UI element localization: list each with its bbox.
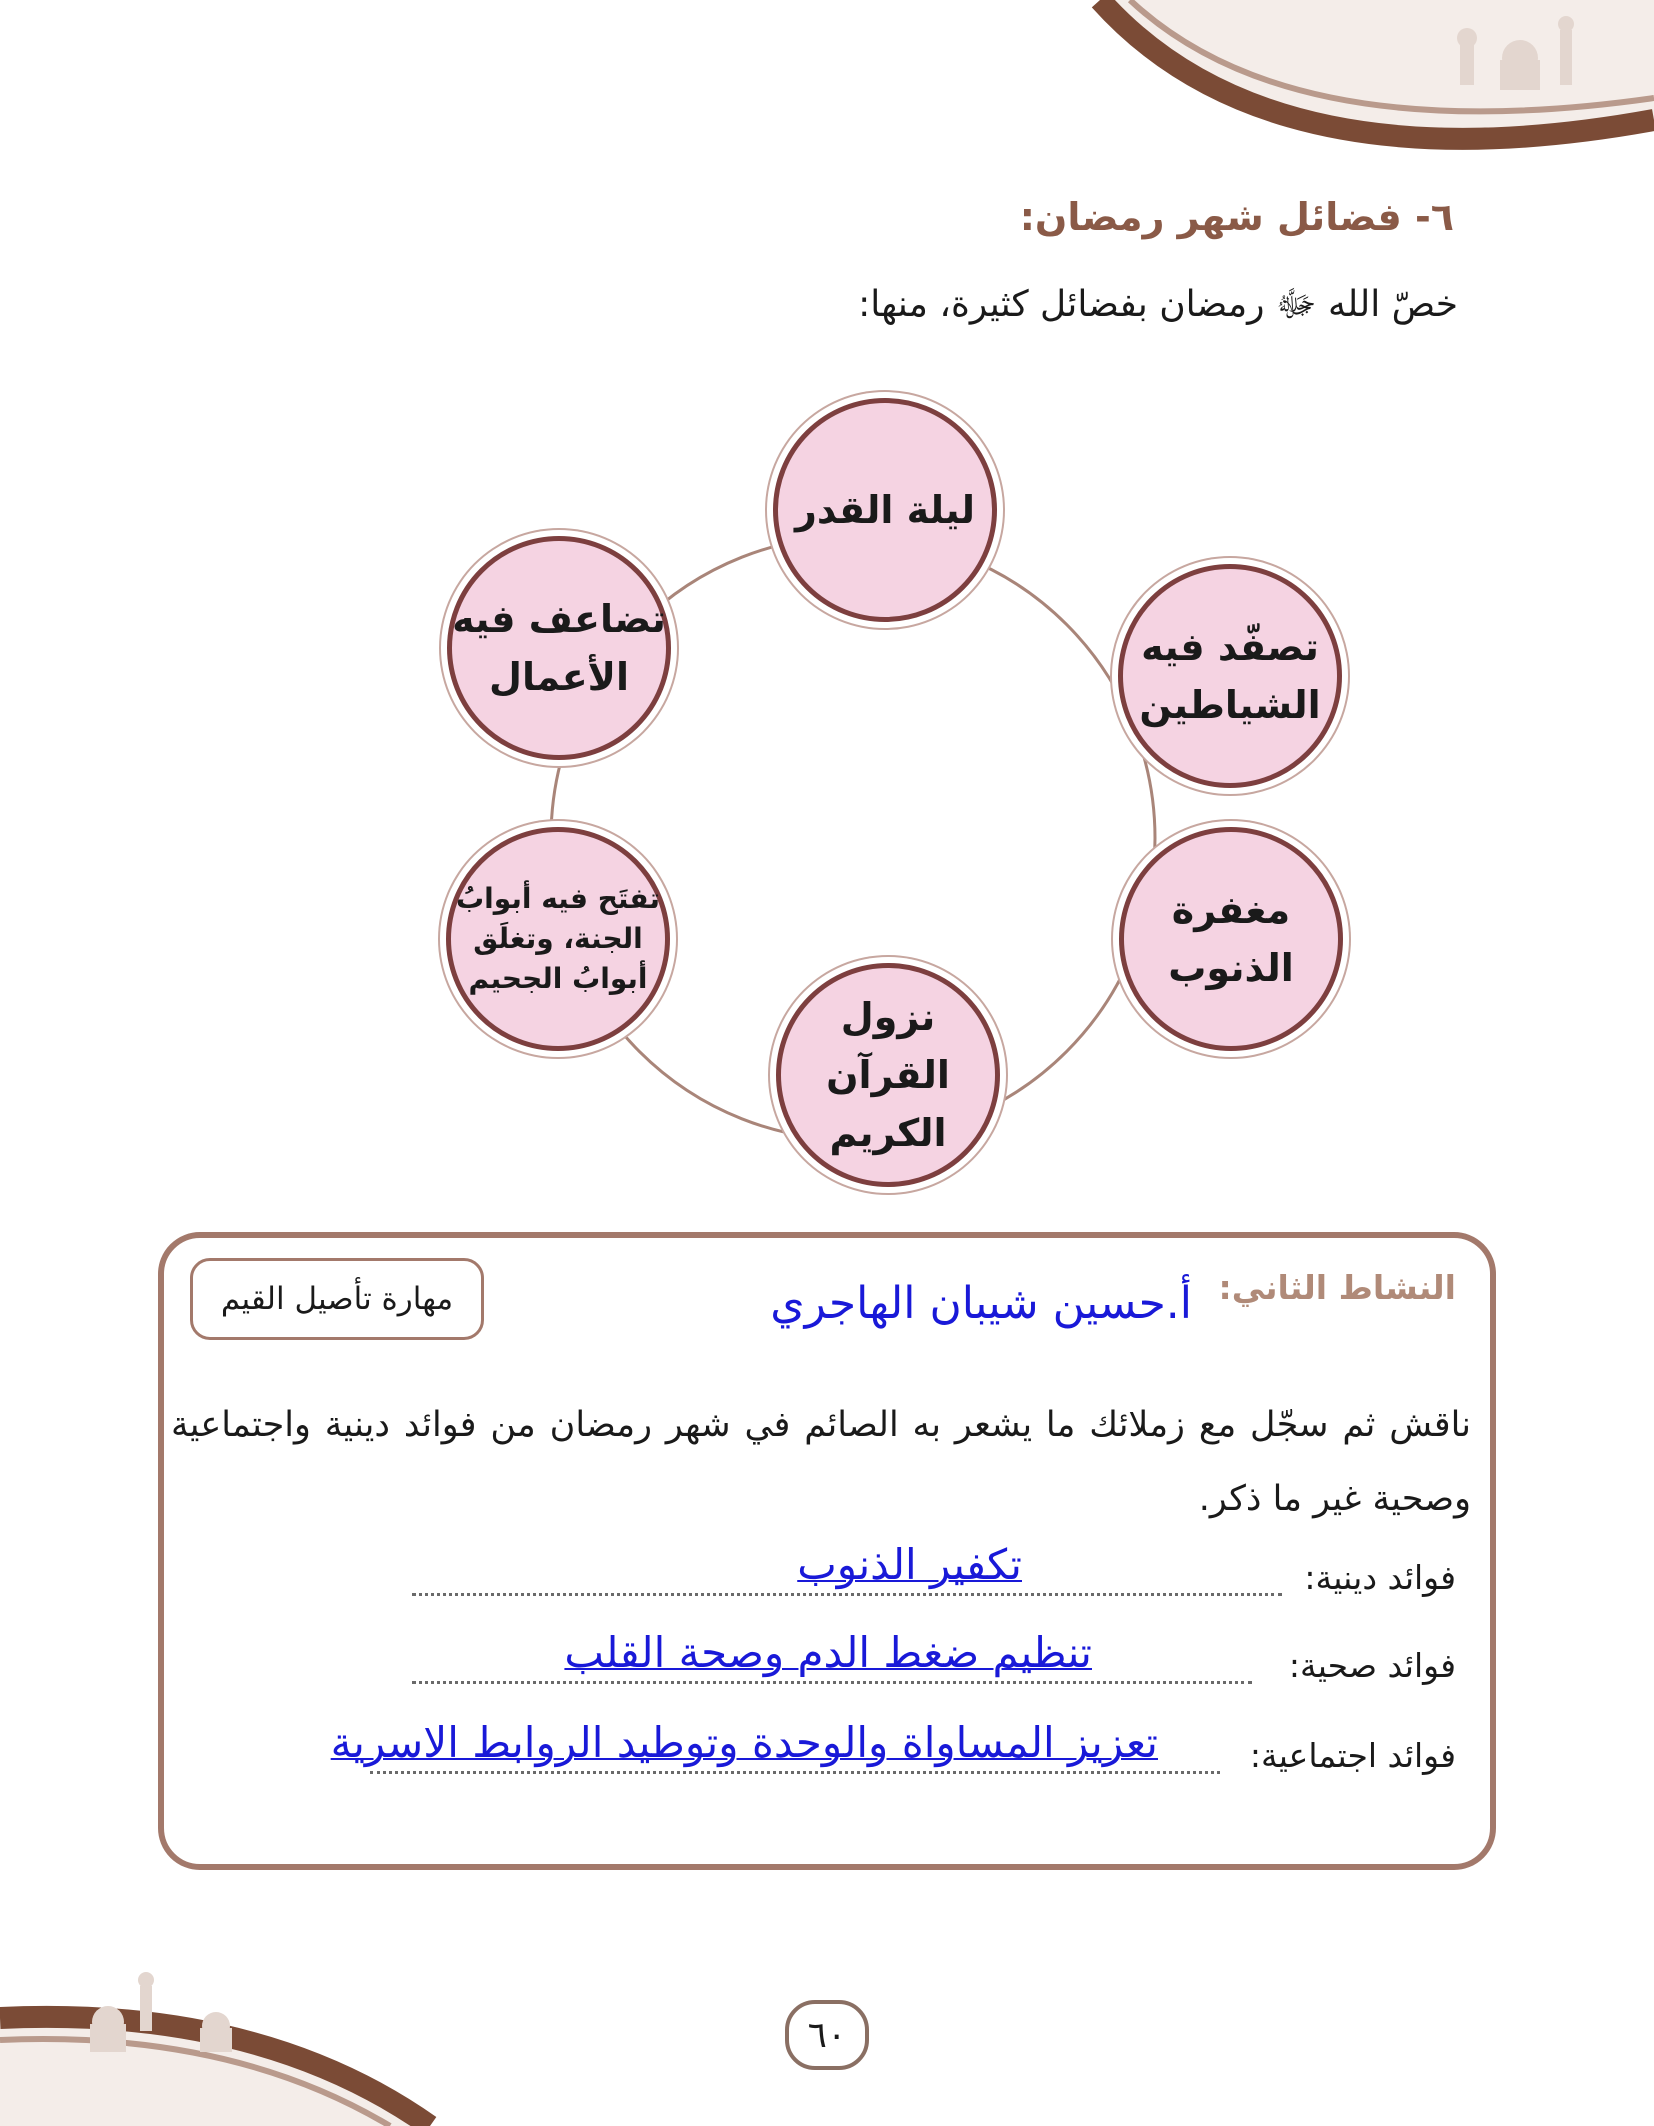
activity-label: النشاط الثاني: [1218,1268,1456,1307]
virtue-deeds-multiplied: تضاعف فيه الأعمال [447,536,671,760]
virtue-night-of-decree: ليلة القدر [773,398,997,622]
social-benefits-line [370,1771,1220,1774]
religious-benefits-answer[interactable]: تكفير الذنوب [797,1540,1022,1589]
virtue-gates-of-paradise: تفتَح فيه أبوابُ الجنة، وتغلَق أبوابُ الجحيم [446,827,670,1051]
health-benefits-label: فوائد صحية: [1288,1646,1456,1685]
section-title: ٦- فضائل شهر رمضان: [1019,195,1454,239]
intro-text: خصّ الله ﷻ رمضان بفضائل كثيرة، منها: [858,284,1458,325]
bottom-corner-ornament [0,1966,460,2126]
religious-benefits-label: فوائد دينية: [1304,1558,1456,1597]
activity-task: ناقش ثم سجّل مع زملائك ما يشعر به الصائم في شهر رمضان من فوائد دينية واجتماعية وصحية غير ما ذكر. [171,1405,1471,1519]
virtue-forgiveness: مغفرة الذنوب [1119,827,1343,1051]
skill-badge: مهارة تأصيل القيم [190,1258,484,1340]
virtue-quran-revelation: نزول القرآن الكريم [776,963,1000,1187]
virtue-devils-chained: تصفّد فيه الشياطين [1118,564,1342,788]
social-benefits-label: فوائد اجتماعية: [1249,1736,1456,1775]
religious-benefits-line [412,1593,1282,1596]
social-benefits-answer[interactable]: تعزيز المساواة والوحدة وتوطيد الروابط الاسرية [330,1718,1158,1767]
page-number: ٦٠ [785,2000,869,2070]
health-benefits-line [412,1681,1252,1684]
health-benefits-answer[interactable]: تنظيم ضغط الدم وصحة القلب [564,1628,1092,1677]
teacher-name: أ.حسين شيبان الهاجري [770,1278,1192,1329]
